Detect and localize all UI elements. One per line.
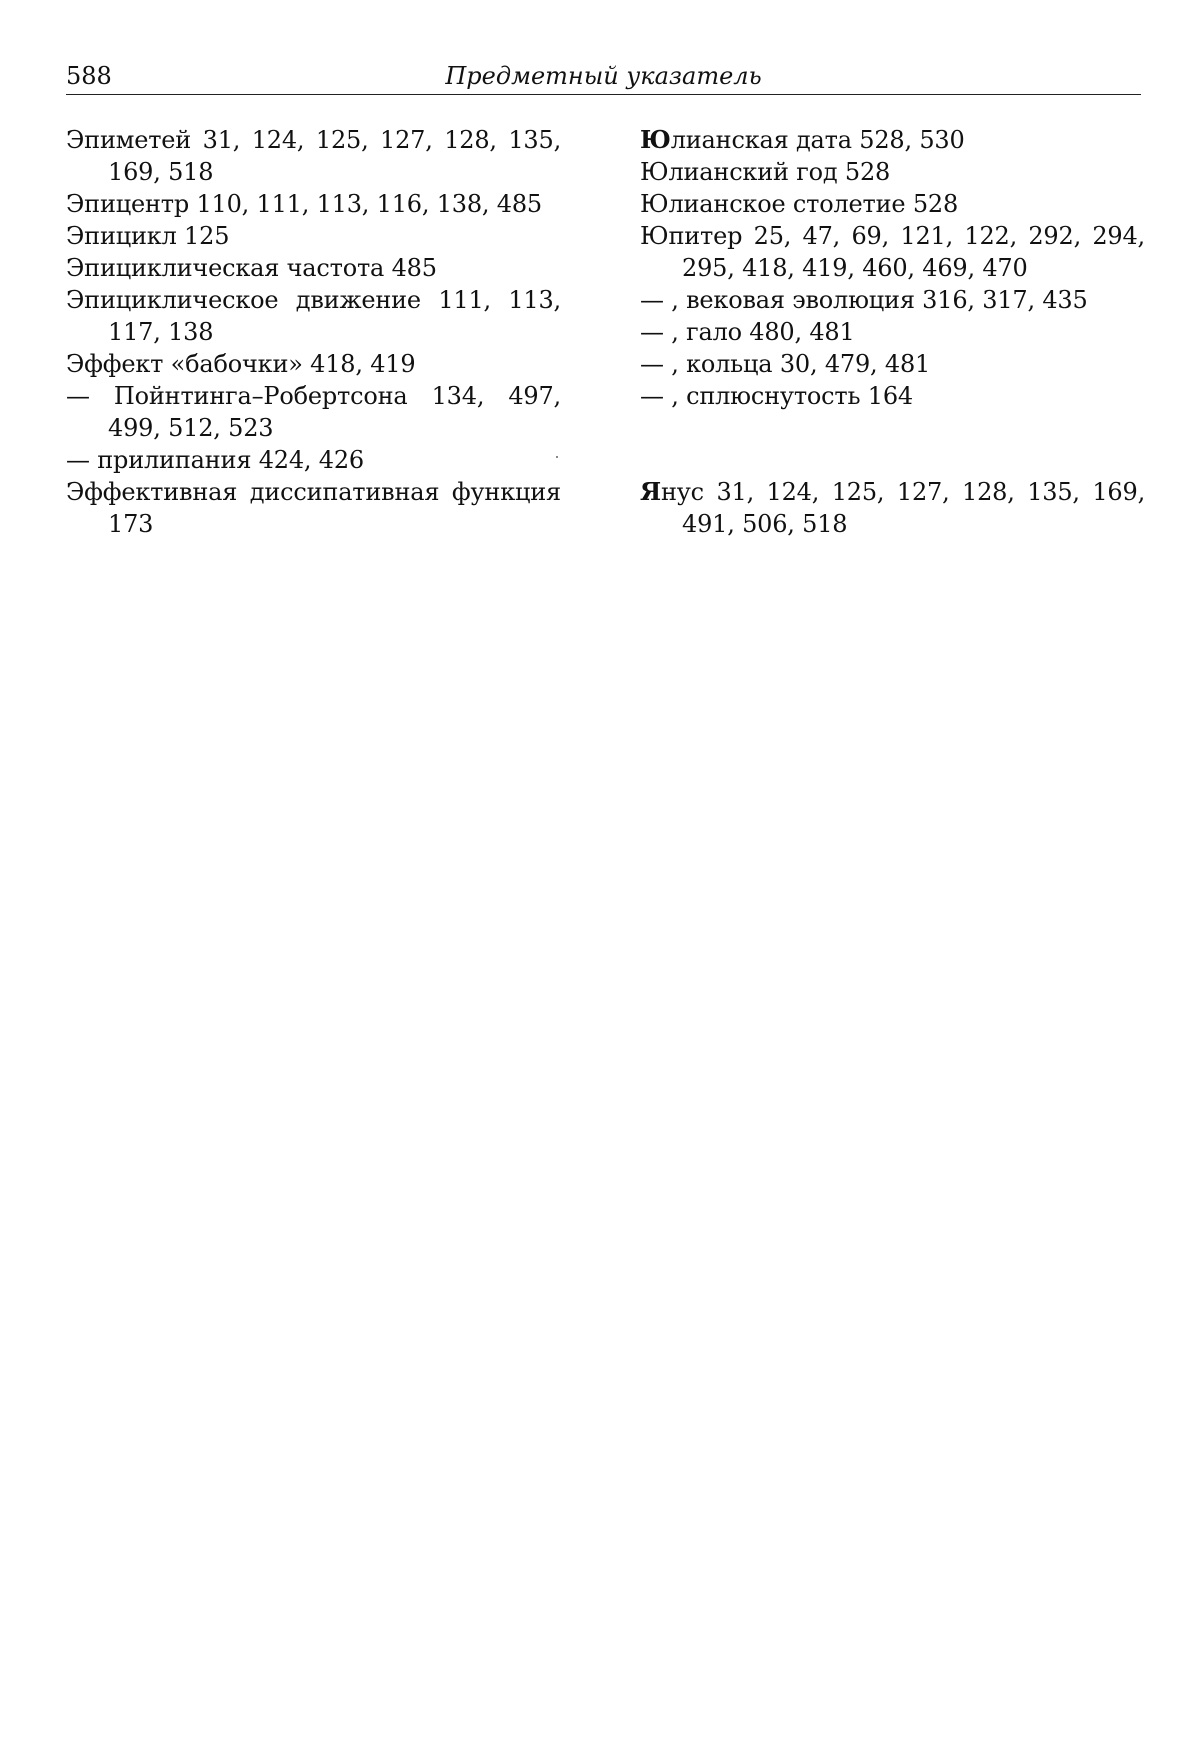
index-entry-text: лианская дата 528, 530 (670, 126, 965, 154)
index-entry: Юпитер 25, 47, 69, 121, 122, 292, 294, 295, 418, 419, 460, 469, 470 (640, 222, 1145, 282)
scan-speck (556, 456, 558, 458)
index-entry: Эпициклическая частота 485 (66, 254, 437, 282)
index-subentry: — , гало 480, 481 (640, 318, 855, 346)
section-initial-letter: Я (640, 477, 661, 506)
page-header (66, 62, 1141, 95)
index-subentry: — прилипания 424, 426 (66, 446, 364, 474)
index-subentry: — , кольца 30, 479, 481 (640, 350, 931, 378)
index-subentry: — , вековая эволюция 316, 317, 435 (640, 286, 1088, 314)
index-entry-text: нус 31, 124, 125, 127, 128, 135, 169, 491, 506, 518 (660, 478, 1145, 538)
running-title: Предметный указатель (445, 62, 762, 90)
index-entry: Эпицентр 110, 111, 113, 116, 138, 485 (66, 190, 542, 218)
page-number: 588 (66, 62, 112, 90)
index-entry: Эффективная диссипативная функция 173 (66, 478, 561, 538)
section-initial-letter: Ю (640, 125, 671, 154)
index-column-left (66, 124, 561, 540)
index-entry (640, 124, 1145, 156)
index-entry: Юлианский год 528 (640, 158, 891, 186)
index-entry: Юлианское столетие 528 (640, 190, 959, 218)
index-entry: Эффект «бабочки» 418, 419 (66, 350, 416, 378)
index-entry (640, 476, 1145, 540)
index-entry: Эпициклическое движение 111, 113, 117, 138 (66, 286, 561, 346)
index-column-right (640, 124, 1145, 540)
section-gap (640, 412, 1145, 476)
index-entry: Эпиметей 31, 124, 125, 127, 128, 135, 169, 518 (66, 126, 561, 186)
index-entry: Эпицикл 125 (66, 222, 230, 250)
index-subentry: — , сплюснутость 164 (640, 382, 913, 410)
index-subentry: — Пойнтинга–Робертсона 134, 497, 499, 512, 523 (66, 382, 561, 442)
